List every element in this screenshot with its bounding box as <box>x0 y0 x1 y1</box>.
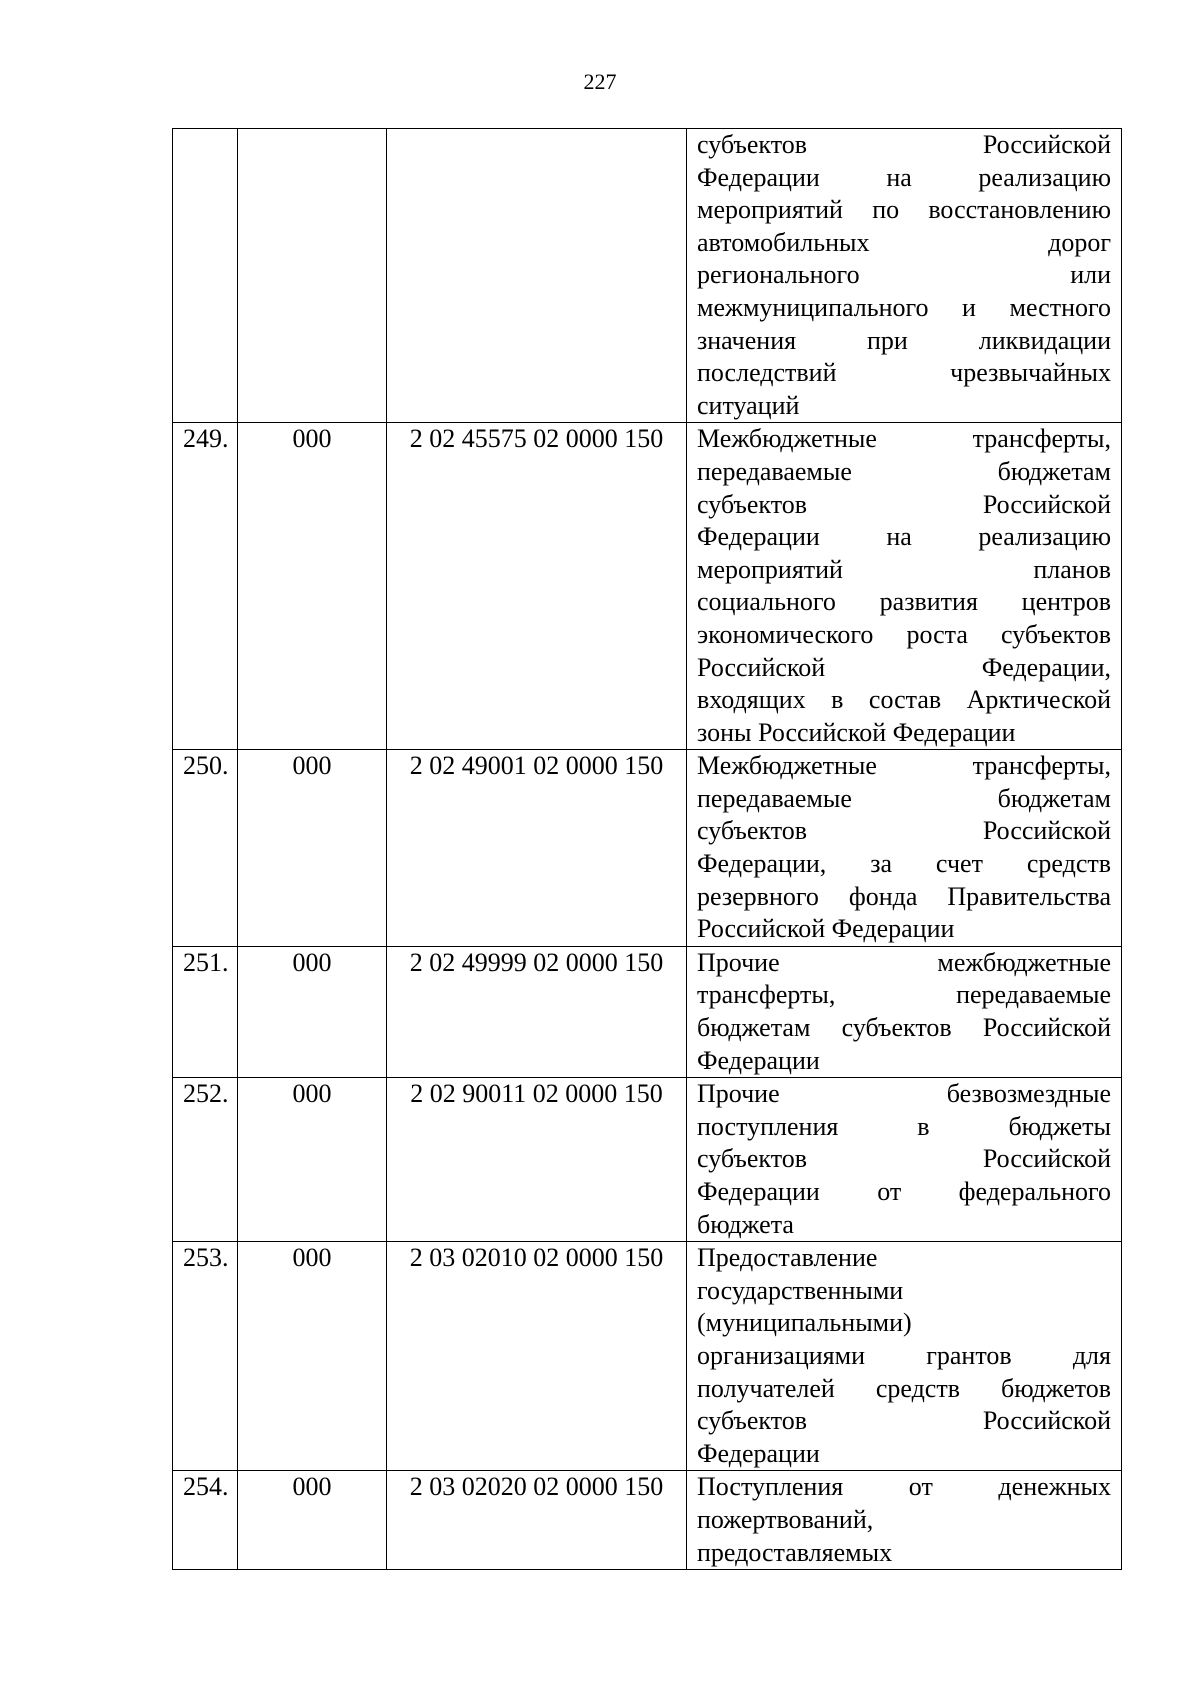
table-row <box>173 129 1122 423</box>
income-name-line: значения при ликвидации <box>697 325 1111 355</box>
income-name-line: Российской Федерации <box>697 914 955 944</box>
income-name-line: государственными <box>697 1275 904 1305</box>
income-name-line: экономического роста субъектов <box>697 619 1111 649</box>
table-row <box>173 1471 1122 1570</box>
table-row <box>173 1242 1122 1471</box>
income-name-line: мероприятий по восстановлению <box>697 195 1111 225</box>
row-number-cell <box>173 129 238 423</box>
income-name-line: Поступления от денежных <box>697 1472 1111 1502</box>
income-name-line: Федерации <box>697 1438 820 1468</box>
table-body <box>173 129 1122 1570</box>
budget-code-cell: 2 02 90011 02 0000 150 <box>387 1078 687 1242</box>
income-name-line: Межбюджетные трансферты, <box>697 424 1111 454</box>
row-number-cell: 252. <box>173 1078 238 1242</box>
table-row <box>173 946 1122 1077</box>
admin-code-cell: 000 <box>238 1078 387 1242</box>
admin-code-cell <box>238 129 387 423</box>
income-name-line: Предоставление <box>697 1243 878 1273</box>
income-name-line: бюджетам субъектов Российской <box>697 1013 1111 1043</box>
table-row <box>173 423 1122 750</box>
income-name-line: (муниципальными) <box>697 1308 912 1338</box>
budget-codes-table <box>172 128 1122 1570</box>
budget-code-cell <box>387 129 687 423</box>
income-name-line: субъектов Российской <box>697 1144 1111 1174</box>
income-name-line: предоставляемых <box>697 1537 893 1567</box>
budget-code-cell: 2 02 49999 02 0000 150 <box>387 946 687 1077</box>
income-name-cell <box>687 423 1122 750</box>
income-name-cell <box>687 1078 1122 1242</box>
income-name-line: бюджета <box>697 1209 794 1239</box>
income-name-cell <box>687 946 1122 1077</box>
budget-code-cell: 2 03 02010 02 0000 150 <box>387 1242 687 1471</box>
income-name-line: получателей средств бюджетов <box>697 1373 1111 1403</box>
income-name-cell <box>687 1242 1122 1471</box>
income-name-cell <box>687 1471 1122 1570</box>
income-name-line: ситуаций <box>697 390 800 420</box>
admin-code-cell: 000 <box>238 1242 387 1471</box>
income-name-line: межмуниципального и местного <box>697 292 1111 322</box>
row-number-cell: 253. <box>173 1242 238 1471</box>
admin-code-cell: 000 <box>238 1471 387 1570</box>
row-number-cell: 250. <box>173 750 238 947</box>
income-name-cell <box>687 750 1122 947</box>
income-name-line: субъектов Российской <box>697 130 1111 159</box>
budget-code-cell: 2 03 02020 02 0000 150 <box>387 1471 687 1570</box>
admin-code-cell: 000 <box>238 946 387 1077</box>
income-name-line: передаваемые бюджетам <box>697 456 1111 486</box>
income-name-line: автомобильных дорог <box>697 227 1111 257</box>
row-number-cell: 249. <box>173 423 238 750</box>
income-name-line: Федерации от федерального <box>697 1177 1111 1206</box>
income-name-line: Федерации на реализацию <box>697 162 1111 192</box>
income-name-line: мероприятий планов <box>697 554 1111 584</box>
row-number-cell: 254. <box>173 1471 238 1570</box>
income-name-line: входящих в состав Арктической <box>697 685 1111 715</box>
income-name-line: субъектов Российской <box>697 1406 1111 1436</box>
page-number: 227 <box>583 69 617 94</box>
income-name-line: трансферты, передаваемые <box>697 980 1111 1010</box>
income-name-line: Прочие межбюджетные <box>697 947 1111 977</box>
income-name-line: последствий чрезвычайных <box>697 358 1111 388</box>
income-name-line: Российской Федерации, <box>697 652 1111 682</box>
income-name-line: организациями грантов для <box>697 1340 1111 1370</box>
income-name-cell <box>687 129 1122 423</box>
income-name-line: зоны Российской Федерации <box>697 717 1016 747</box>
row-number-cell: 251. <box>173 946 238 1077</box>
admin-code-cell: 000 <box>238 750 387 947</box>
budget-code-cell: 2 02 45575 02 0000 150 <box>387 423 687 750</box>
income-name-line: резервного фонда Правительства <box>697 881 1111 911</box>
table-row <box>173 750 1122 947</box>
income-name-line: передаваемые бюджетам <box>697 783 1111 813</box>
table-row <box>173 1078 1122 1242</box>
income-name-line: поступления в бюджеты <box>697 1111 1111 1141</box>
admin-code-cell: 000 <box>238 423 387 750</box>
income-name-line: регионального или <box>697 260 1111 290</box>
income-name-line: пожертвований, <box>697 1504 874 1534</box>
income-name-line: Федерации <box>697 1045 820 1075</box>
budget-code-cell: 2 02 49001 02 0000 150 <box>387 750 687 947</box>
income-name-line: Прочие безвозмездные <box>697 1079 1111 1109</box>
income-name-line: социального развития центров <box>697 587 1111 617</box>
income-name-line: субъектов Российской <box>697 489 1111 519</box>
income-name-line: Федерации на реализацию <box>697 522 1111 552</box>
income-name-line: Федерации, за счет средств <box>697 849 1111 879</box>
income-name-line: Межбюджетные трансферты, <box>697 751 1111 781</box>
income-name-line: субъектов Российской <box>697 816 1111 846</box>
